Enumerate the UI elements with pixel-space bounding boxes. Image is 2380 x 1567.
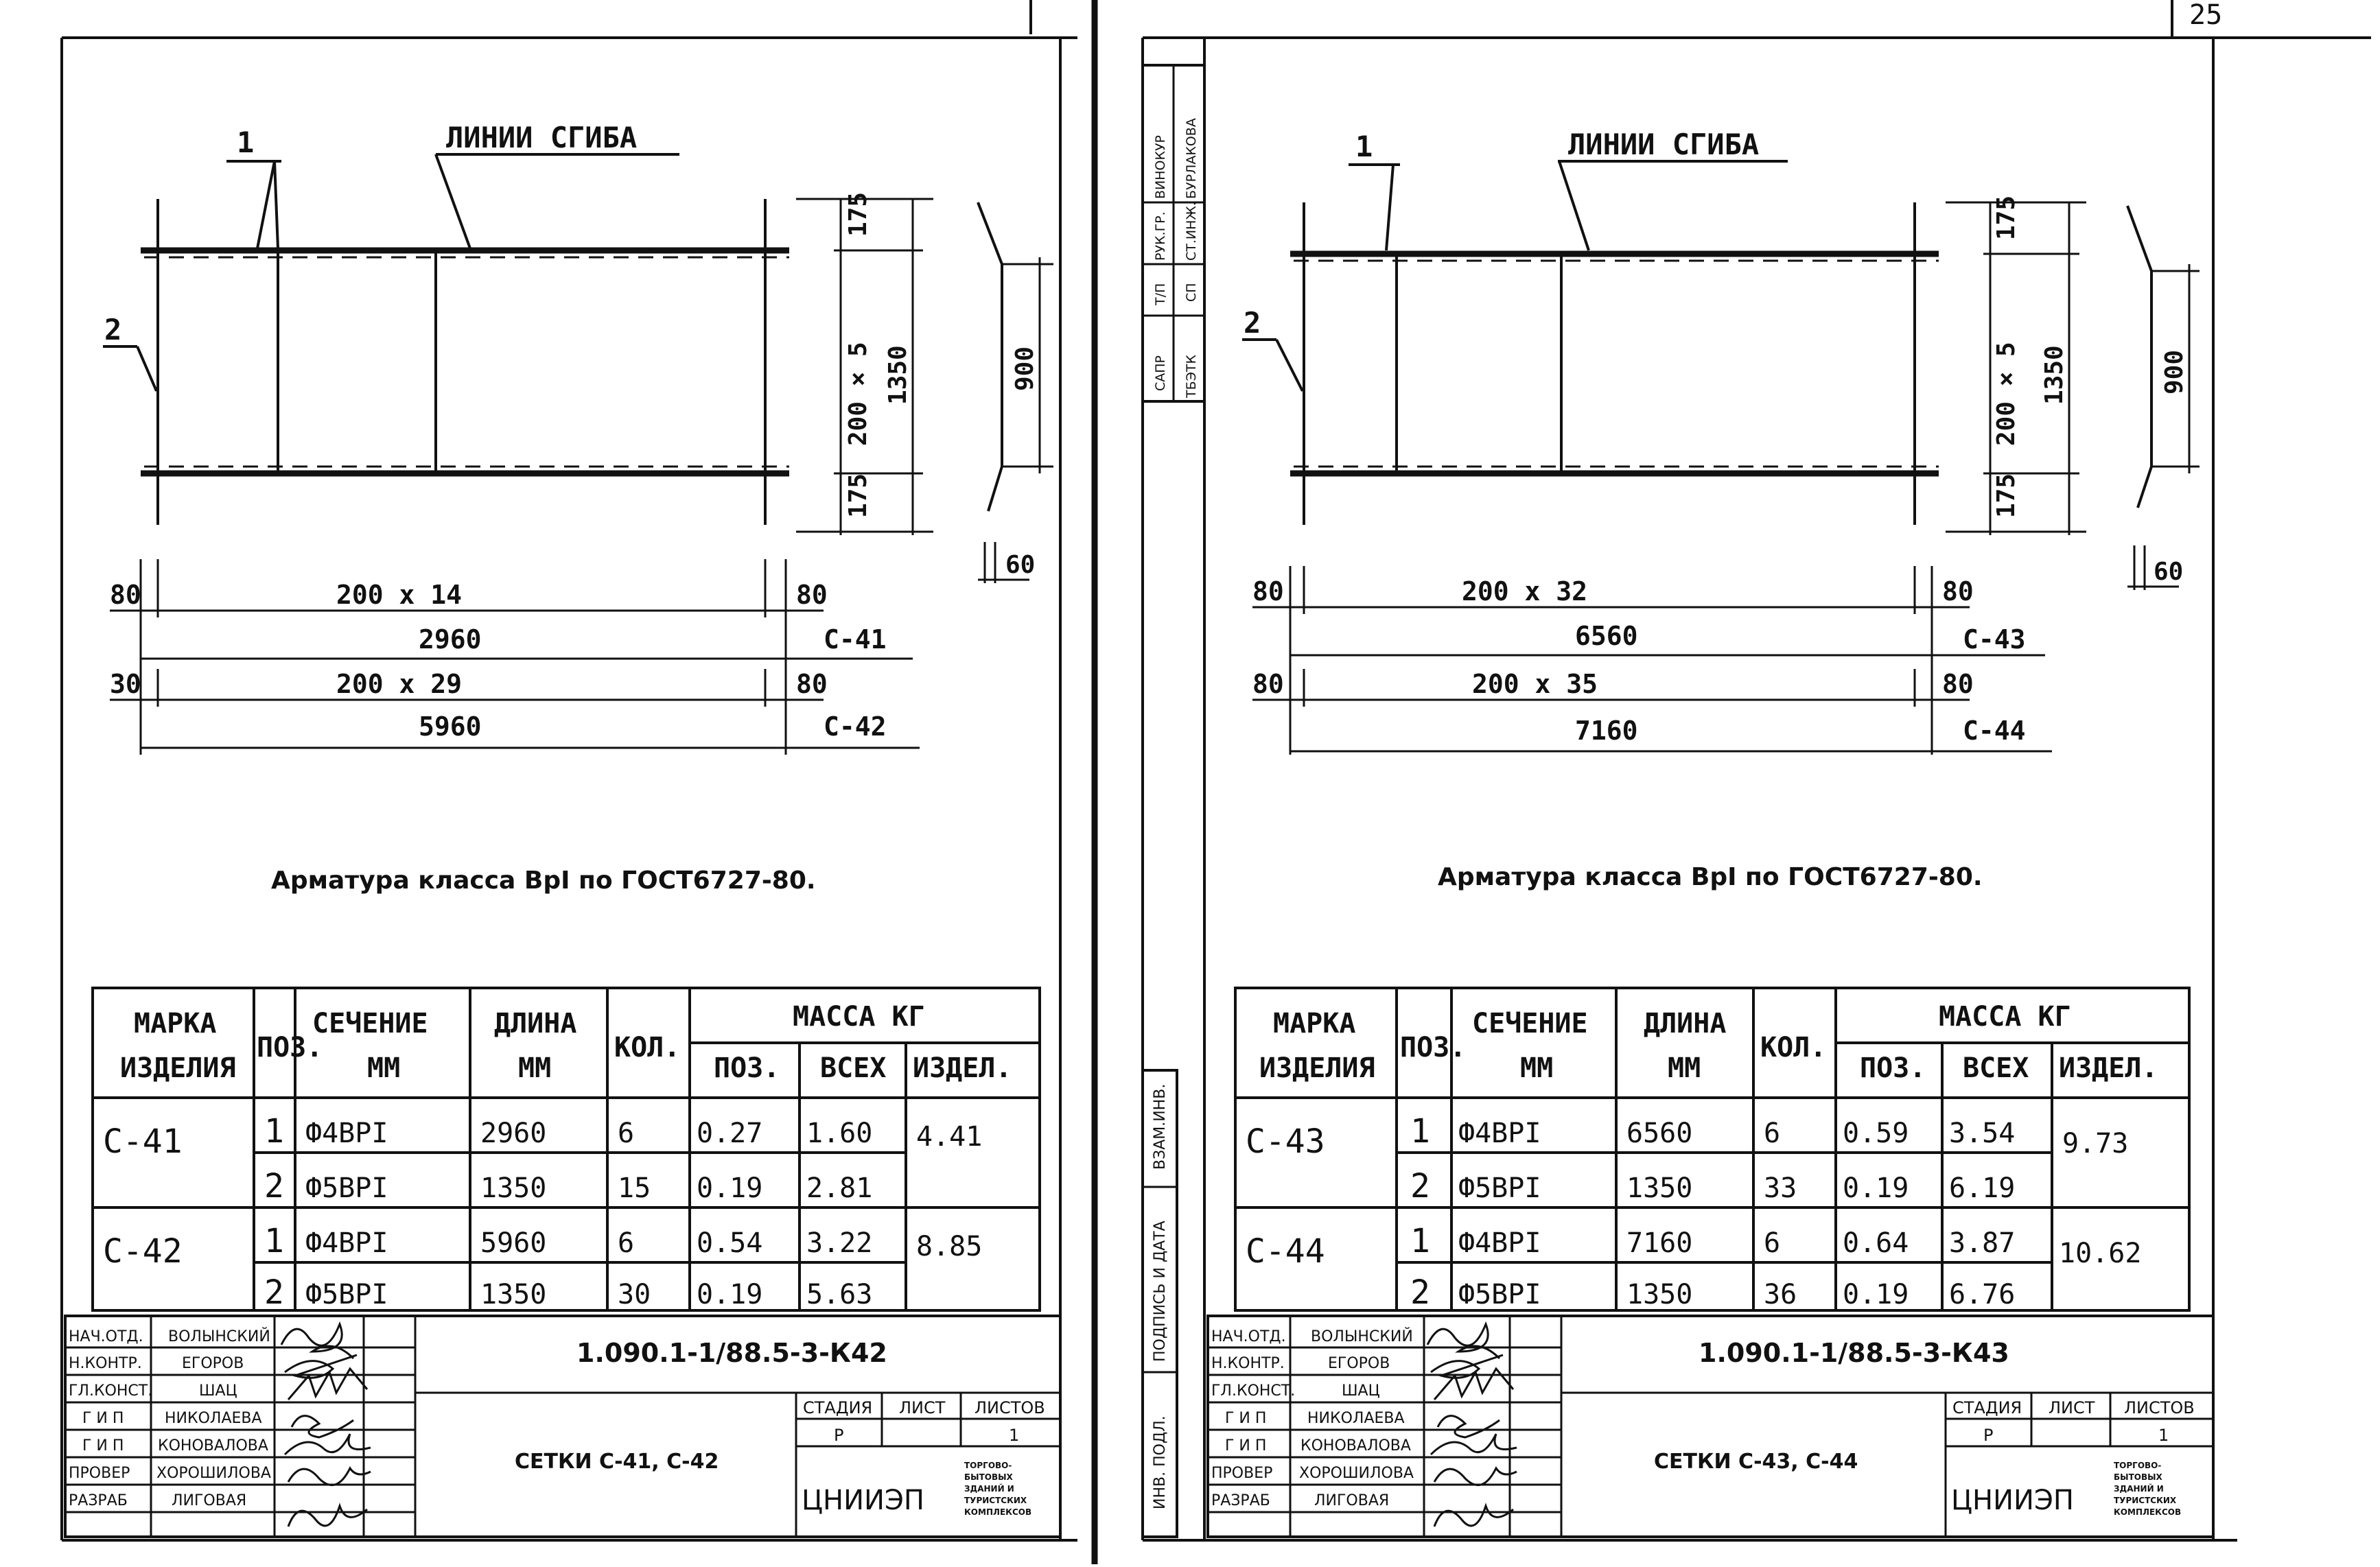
r-h-sec: СЕЧЕНИЕ [1472,1008,1588,1039]
r-name-1: ЕГОРОВ [1328,1355,1390,1372]
r-stage: Р [1983,1426,1994,1445]
r-r1-sec: Ф4ВРI [1458,1118,1541,1149]
r-h-sheet: ЛИСТ [2049,1398,2095,1417]
r-r1-pos: 1 [1410,1112,1430,1151]
l-sheets: 1 [1009,1426,1020,1445]
r-r4-pos: 2 [1410,1273,1430,1312]
r-h-mpos: ПОЗ. [1860,1052,1926,1084]
l-r3-pos: 1 [264,1222,284,1260]
l-r1-qty: 6 [618,1118,635,1149]
r-row1-mid: 200 х 32 [1462,576,1588,606]
left-stamp-text [69,1328,1045,1517]
r-r2-mpos: 0.19 [1843,1173,1909,1204]
left-signatures [281,1324,371,1527]
r-r4-mall: 6.76 [1949,1279,2016,1310]
left-reinforcement-note: Арматура класса ВрI по ГОСТ6727-80. [271,867,816,895]
r-sheets: 1 [2158,1426,2169,1445]
l-r2-pos: 2 [264,1167,284,1205]
r-dim-1350: 1350 [2040,345,2068,405]
r-row1-right: 80 [1942,576,1974,606]
approval-2-0: РУК.ГР. [1153,211,1168,261]
l-org-sub-4: КОМПЛЕКСОВ [964,1507,1032,1517]
r-mark-2-total: 10.62 [2059,1238,2142,1269]
l-r3-mpos: 0.54 [697,1227,763,1259]
r-doc-code: 1.090.1-1/88.5-3-К43 [1699,1338,2009,1368]
l-r4-sec: Ф5ВРI [305,1279,388,1310]
l-role-0: НАЧ.ОТД. [69,1328,143,1345]
r-r2-len: 1350 [1626,1173,1693,1204]
r-org-sub-1: БЫТОВЫХ [2114,1472,2162,1482]
r-position-2-label: 2 [1244,306,1261,340]
left-row2-right: 80 [796,669,828,699]
r-row1-total: 6560 [1575,621,1638,651]
approval-0-0: САПР [1153,355,1168,391]
right-signatures [1427,1324,1517,1527]
r-role-5: ПРОВЕР [1211,1465,1273,1482]
l-h-qty: КОЛ. [614,1032,681,1063]
l-h-len: ДЛИНА [494,1008,577,1039]
r-role-1: Н.КОНТР. [1211,1355,1285,1372]
r-h-stage: СТАДИЯ [1952,1398,2022,1417]
r-dim-200x5: 200 × 5 [1992,342,2020,446]
l-r1-len: 2960 [480,1118,547,1149]
r-name-2: ШАЦ [1342,1382,1380,1400]
r-r1-len: 6560 [1626,1118,1693,1149]
r-r3-sec: Ф4ВРI [1458,1227,1541,1259]
r-h-mark2: ИЗДЕЛИЯ [1259,1052,1375,1084]
l-stage: Р [834,1426,844,1445]
l-h-len2: ММ [518,1052,552,1084]
l-mark-2: С-42 [103,1232,183,1271]
bend-line-label: ЛИНИИ СГИБА [446,121,638,154]
l-r4-pos: 2 [264,1273,284,1312]
r-r4-mpos: 0.19 [1843,1279,1909,1310]
approval-1-0: Т/П [1153,283,1168,305]
r-row2-right: 80 [1942,669,1974,699]
r-r1-mpos: 0.59 [1843,1118,1909,1149]
r-h-qty: КОЛ. [1760,1032,1827,1063]
r-mark-1: С-43 [1246,1122,1325,1161]
r-r3-qty: 6 [1764,1227,1781,1259]
left-row2-left: 30 [110,669,141,699]
l-mark-1-total: 4.41 [916,1121,983,1153]
r-r4-sec: Ф5ВРI [1458,1279,1541,1310]
r-r2-pos: 2 [1410,1167,1430,1205]
right-table-body [1246,1112,2141,1312]
l-name-1: ЕГОРОВ [182,1355,244,1372]
l-r1-mpos: 0.27 [697,1118,763,1149]
r-r4-qty: 36 [1764,1279,1797,1310]
l-org-sub-3: ТУРИСТСКИХ [964,1496,1027,1505]
l-h-sheet: ЛИСТ [899,1398,946,1417]
l-h-mall: ВСЕХ [820,1052,887,1084]
side-inv-original: ИНВ. ПОДЛ. [1152,1415,1169,1509]
r-role-0: НАЧ.ОТД. [1211,1328,1286,1345]
l-h-stage: СТАДИЯ [803,1398,873,1417]
r-h-len2: ММ [1668,1052,1701,1084]
l-mark-2-total: 8.85 [916,1231,983,1262]
l-h-mark2: ИЗДЕЛИЯ [120,1052,236,1084]
left-row1-right: 80 [796,580,828,610]
l-r2-qty: 15 [618,1173,651,1204]
r-org-sub-2: ЗДАНИЙ И [2114,1484,2164,1494]
l-h-sec2: ММ [367,1052,401,1084]
side-stamp [1143,1070,1177,1537]
l-doc-code: 1.090.1-1/88.5-3-К42 [576,1338,887,1368]
r-name-4: КОНОВАЛОВА [1300,1437,1411,1454]
r-h-mark: МАРКА [1273,1008,1356,1039]
left-row2-mid: 200 х 29 [336,669,463,699]
l-role-3: Г И П [82,1410,124,1427]
r-r2-sec: Ф5ВРI [1458,1173,1541,1204]
l-org-sub-0: ТОРГОВО- [964,1461,1012,1470]
l-h-mitem: ИЗДЕЛ. [913,1052,1012,1084]
left-dim-175-bottom: 175 [844,473,872,518]
r-dim-900: 900 [2160,349,2189,394]
l-name-5: ХОРОШИЛОВА [156,1465,271,1482]
r-name-0: ВОЛЫНСКИЙ [1311,1328,1413,1345]
r-role-3: Г И П [1225,1410,1267,1427]
r-org-sub-4: КОМПЛЕКСОВ [2114,1507,2182,1517]
left-row1-mark: С-41 [824,624,887,655]
l-org-sub-2: ЗДАНИЙ И [964,1484,1014,1494]
right-mesh-drawing [1242,128,2200,590]
r-r2-mall: 6.19 [1949,1173,2016,1204]
r-r3-pos: 1 [1410,1222,1430,1260]
l-r2-len: 1350 [480,1173,547,1204]
r-h-len: ДЛИНА [1644,1008,1727,1039]
left-dim-900: 900 [1011,346,1039,391]
right-dimension-rows [1252,566,2052,755]
r-row2-left: 80 [1252,669,1284,699]
l-r1-mall: 1.60 [806,1118,873,1149]
l-name-2: ШАЦ [199,1382,237,1400]
r-row1-mark: С-43 [1963,624,2026,655]
r-h-mitem: ИЗДЕЛ. [2059,1052,2158,1084]
left-dim-60: 60 [1005,551,1036,579]
position-1-label: 1 [237,126,255,159]
left-table-body [103,1112,982,1312]
r-org: ЦНИИЭП [1951,1485,2074,1516]
r-row2-mark: С-44 [1963,716,2026,746]
l-role-4: Г И П [82,1437,124,1454]
l-r2-sec: Ф5ВРI [305,1173,388,1204]
l-sheet-title: СЕТКИ С-41, С-42 [515,1450,719,1474]
l-h-pos: ПОЗ. [257,1032,323,1063]
l-role-6: РАЗРАБ [69,1492,128,1509]
r-role-6: РАЗРАБ [1211,1492,1270,1509]
r-row1-left: 80 [1252,576,1284,606]
r-dim-60: 60 [2154,558,2184,586]
l-role-2: ГЛ.КОНСТ. [69,1382,153,1400]
r-r4-len: 1350 [1626,1279,1693,1310]
left-dim-1350: 1350 [884,345,912,405]
right-stamp-text [1211,1328,2195,1517]
left-row2-total: 5960 [419,711,482,742]
l-name-3: НИКОЛАЕВА [165,1410,262,1427]
r-name-5: ХОРОШИЛОВА [1299,1465,1414,1482]
r-sheet-title: СЕТКИ С-43, С-44 [1654,1450,1858,1474]
l-r3-sec: Ф4ВРI [305,1227,388,1259]
r-role-2: ГЛ.КОНСТ. [1211,1382,1296,1400]
l-r3-mall: 3.22 [806,1227,873,1259]
l-r2-mpos: 0.19 [697,1173,763,1204]
position-2-label: 2 [104,313,122,346]
l-h-sheets: ЛИСТОВ [975,1398,1045,1417]
side-replaced-inv: ВЗАМ.ИНВ. [1152,1083,1169,1170]
l-r1-pos: 1 [264,1112,284,1151]
approval-strip [1143,65,1204,401]
r-r3-len: 7160 [1626,1227,1693,1259]
l-h-sec: СЕЧЕНИЕ [312,1008,428,1039]
r-h-mass: МАССА КГ [1939,1001,2071,1033]
r-r1-mall: 3.54 [1949,1118,2016,1149]
r-r2-qty: 33 [1764,1173,1797,1204]
r-mark-1-total: 9.73 [2062,1128,2129,1159]
l-org-sub-1: БЫТОВЫХ [964,1472,1013,1482]
r-row2-mid: 200 х 35 [1472,669,1598,699]
left-row1-total: 2960 [419,624,482,655]
page-number: 25 [2189,0,2223,31]
approval-3-1: БУРЛАКОВА [1184,118,1199,199]
right-reinforcement-note: Арматура класса ВрI по ГОСТ6727-80. [1438,863,1983,891]
left-row2-mark: С-42 [824,711,887,742]
r-h-mall: ВСЕХ [1963,1052,2029,1084]
approval-0-1: ТБЭТК [1184,354,1199,398]
r-org-sub-0: ТОРГОВО- [2114,1461,2162,1470]
left-dim-200x5: 200 × 5 [844,342,872,446]
approval-2-1: СТ.ИНЖ. [1184,202,1199,261]
left-mesh-drawing [103,121,1053,583]
r-r1-qty: 6 [1764,1118,1781,1149]
l-role-1: Н.КОНТР. [69,1355,142,1372]
r-org-sub-3: ТУРИСТСКИХ [2114,1496,2177,1505]
l-r4-mall: 5.63 [806,1279,873,1310]
l-h-mark: МАРКА [134,1008,217,1039]
r-dim-175-bottom: 175 [1992,473,2020,518]
l-name-6: ЛИГОВАЯ [172,1492,247,1509]
l-h-mpos: ПОЗ. [714,1052,780,1084]
r-position-1-label: 1 [1355,130,1373,163]
left-dimension-rows [110,559,920,755]
r-h-sheets: ЛИСТОВ [2124,1398,2195,1417]
left-dim-175-top: 175 [844,191,872,237]
l-r1-sec: Ф4ВРI [305,1118,388,1149]
l-r4-len: 1350 [480,1279,547,1310]
r-role-4: Г И П [1225,1437,1267,1454]
left-row1-mid: 200 х 14 [336,580,463,610]
r-name-6: ЛИГОВАЯ [1314,1492,1390,1509]
r-r3-mpos: 0.64 [1843,1227,1909,1259]
r-h-sec2: ММ [1520,1052,1554,1084]
l-name-0: ВОЛЫНСКИЙ [168,1328,270,1345]
l-r2-mall: 2.81 [806,1173,873,1204]
l-role-5: ПРОВЕР [69,1465,130,1482]
approval-1-1: СП [1184,283,1199,302]
l-r4-mpos: 0.19 [697,1279,763,1310]
l-name-4: КОНОВАЛОВА [158,1437,268,1454]
l-org: ЦНИИЭП [802,1485,924,1516]
r-mark-2: С-44 [1246,1232,1325,1271]
r-h-pos: ПОЗ. [1400,1032,1467,1063]
l-r3-qty: 6 [618,1227,635,1259]
r-bend-line-label: ЛИНИИ СГИБА [1568,128,1760,161]
r-name-3: НИКОЛАЕВА [1307,1410,1405,1427]
r-row2-total: 7160 [1575,716,1638,746]
l-r3-len: 5960 [480,1227,547,1259]
side-sign-date: ПОДПИСЬ И ДАТА [1152,1221,1169,1362]
r-r3-mall: 3.87 [1949,1227,2016,1259]
l-mark-1: С-41 [103,1122,183,1161]
approval-3-0: ВИНОКУР [1153,134,1168,199]
l-r4-qty: 30 [618,1279,651,1310]
r-dim-175-top: 175 [1992,195,2020,240]
l-h-mass: МАССА КГ [793,1001,925,1033]
left-row1-left: 80 [110,580,141,610]
